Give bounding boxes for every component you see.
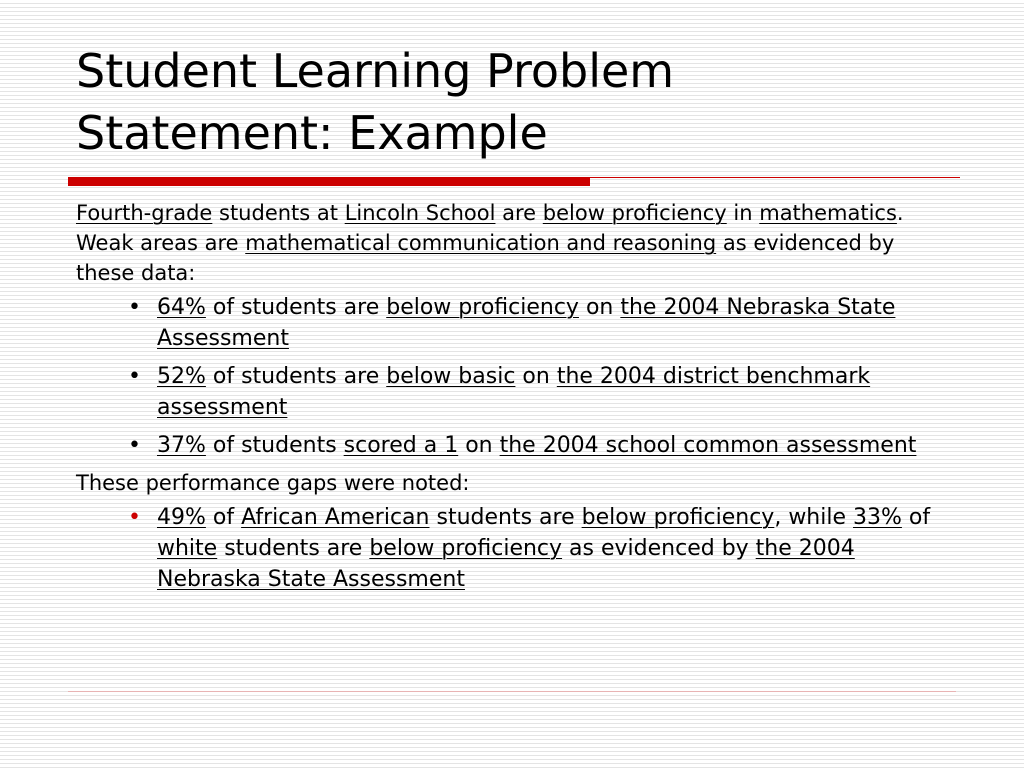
- percent-value: 37%: [157, 433, 206, 458]
- gaps-heading: These performance gaps were noted:: [76, 471, 470, 495]
- group-term: white: [157, 536, 218, 561]
- bullet-text: as evidenced by: [562, 536, 756, 561]
- subject-term: mathematics: [759, 201, 897, 225]
- intro-text: in: [726, 201, 760, 225]
- status-term: below proficiency: [581, 505, 775, 530]
- bullet-text: of: [205, 505, 242, 530]
- bullet-text: of: [901, 505, 931, 530]
- slide-title-line-2: Statement: Example: [76, 106, 548, 160]
- bullet-text: on: [458, 433, 500, 458]
- status-term: scored a 1: [343, 433, 459, 458]
- title-underline-bar: [68, 177, 590, 186]
- percent-value: 49%: [157, 505, 206, 530]
- intro-text: as evidenced by these data:: [76, 231, 895, 285]
- bullet-text: of students are: [205, 364, 387, 389]
- list-item: [128, 292, 958, 354]
- group-term: African American: [241, 505, 430, 530]
- bullet-icon: •: [128, 295, 141, 320]
- intro-text: are: [495, 201, 543, 225]
- slide-title-line-1: Student Learning Problem: [76, 44, 675, 98]
- gaps-bullet-list: [76, 502, 958, 595]
- bullet-text: , while: [774, 505, 854, 530]
- percent-value: 33%: [853, 505, 902, 530]
- title-underline-rule: [590, 177, 960, 178]
- intro-text: students at: [212, 201, 345, 225]
- bullet-text: on: [578, 295, 621, 320]
- percent-value: 64%: [157, 295, 206, 320]
- weak-areas-term: mathematical communication and reasoning: [245, 231, 717, 255]
- assessment-name: the 2004 Nebraska State Assessment: [157, 295, 896, 351]
- percent-value: 52%: [157, 364, 206, 389]
- slide-title: [76, 40, 976, 164]
- bullet-text: on: [515, 364, 557, 389]
- status-term: below proficiency: [386, 295, 579, 320]
- bullet-text: of students are: [205, 295, 387, 320]
- bullet-text: students are: [429, 505, 582, 530]
- grade-term: Fourth-grade: [76, 201, 213, 225]
- intro-paragraph: [76, 198, 958, 288]
- assessment-name: the 2004 school common assessment: [499, 433, 917, 458]
- slide-body: [76, 198, 958, 602]
- assessment-name: the 2004 district benchmark assessment: [157, 364, 871, 420]
- list-item: [128, 361, 958, 423]
- status-term: below basic: [386, 364, 516, 389]
- status-term: below proficiency: [369, 536, 563, 561]
- bullet-icon: •: [128, 364, 141, 389]
- data-bullet-list: [76, 292, 958, 461]
- list-item: [128, 502, 958, 595]
- bullet-icon: •: [128, 505, 141, 530]
- list-item: [128, 430, 958, 461]
- bullet-text: of students: [205, 433, 344, 458]
- bullet-icon: •: [128, 433, 141, 458]
- school-name: Lincoln School: [344, 201, 496, 225]
- bullet-text: students are: [217, 536, 370, 561]
- assessment-name: the 2004 Nebraska State Assessment: [157, 536, 855, 592]
- intro-text: . Weak areas are: [76, 201, 904, 255]
- bottom-divider: [68, 691, 956, 692]
- proficiency-term: below proficiency: [542, 201, 727, 225]
